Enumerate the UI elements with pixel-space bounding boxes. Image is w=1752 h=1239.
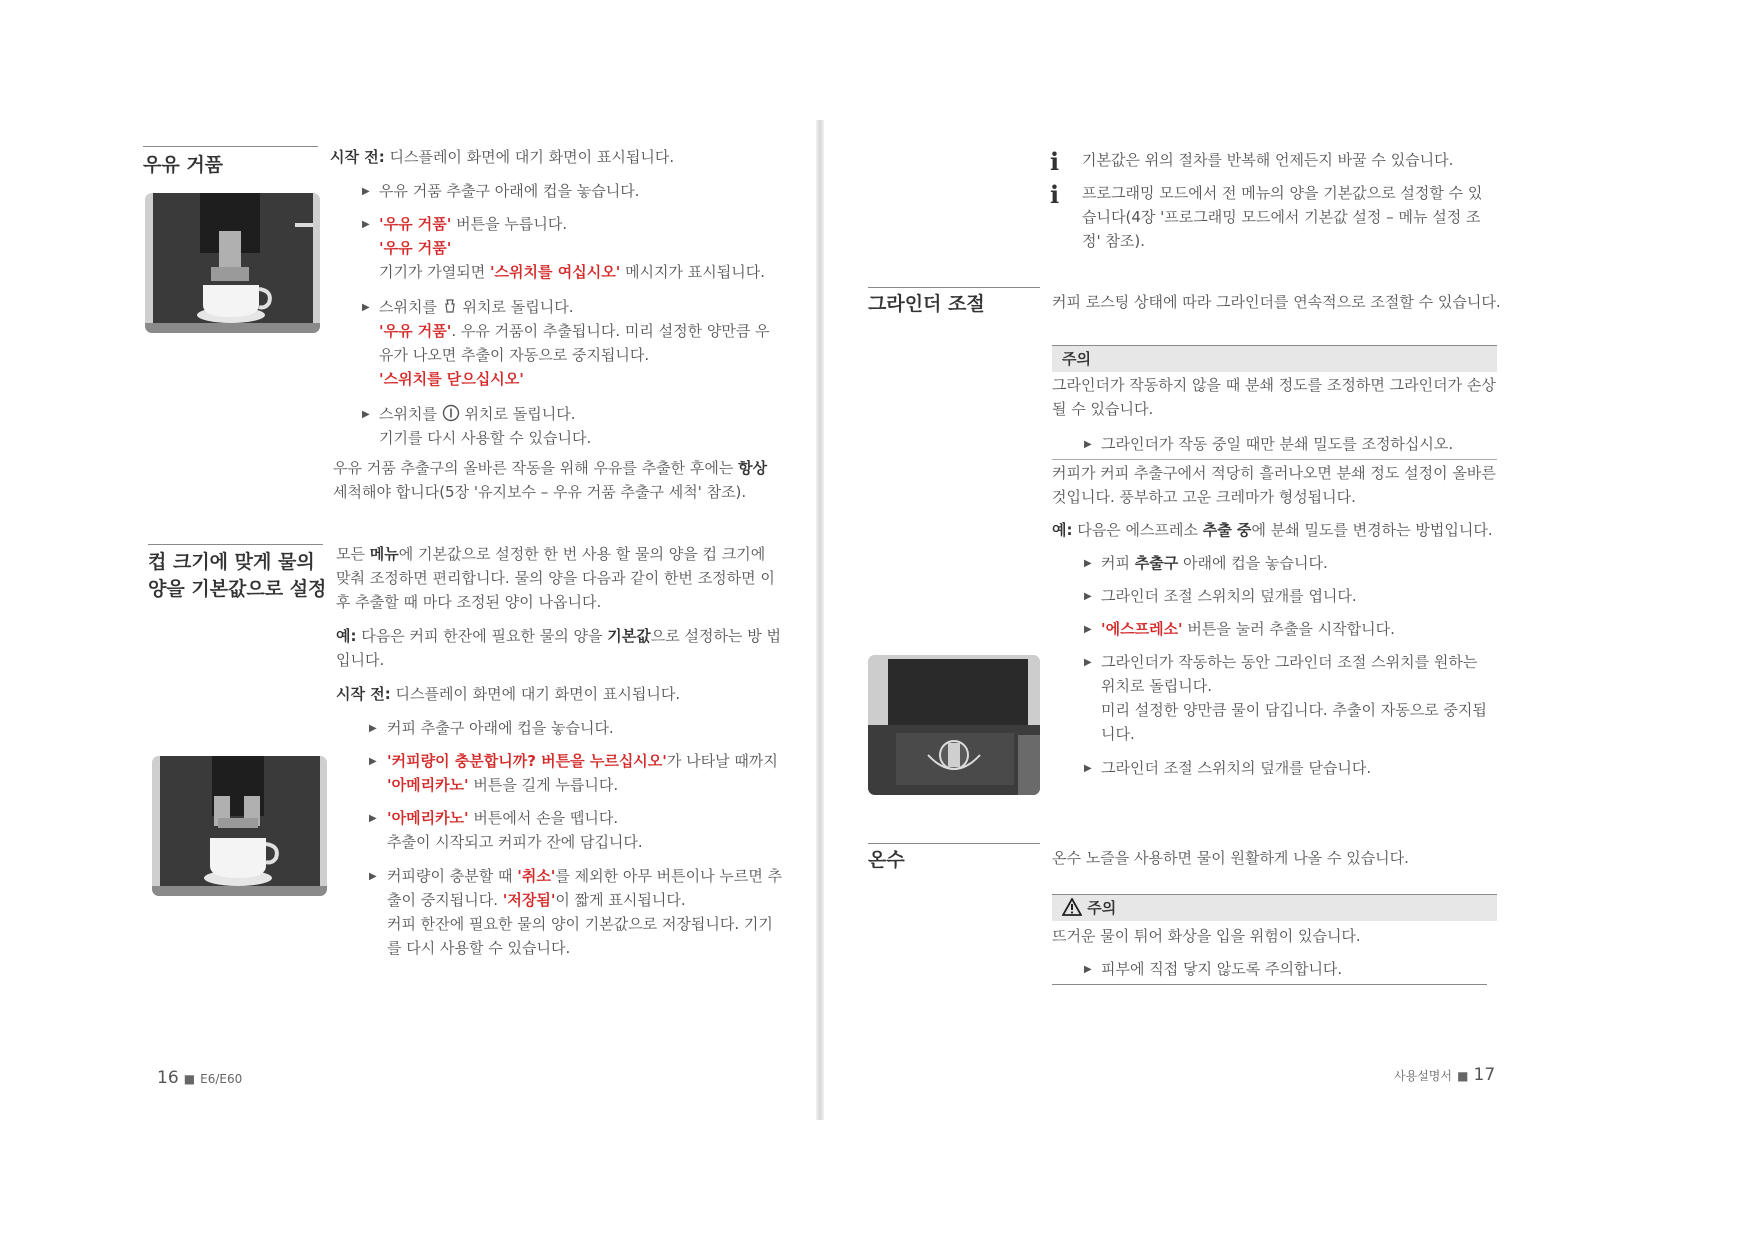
divider [1052, 984, 1487, 985]
caution-text [1052, 373, 1502, 421]
bullet-icon: ▶ [1084, 964, 1092, 975]
example-label: 예: [1052, 521, 1073, 539]
page-number: 16 [157, 1068, 179, 1088]
step-text: 위치로 돌립니다. [1101, 677, 1212, 695]
grinder-step-5: 그라인더 조절 스위치의 덮개를 닫습니다. [1101, 759, 1372, 777]
step-text: 커피 [1101, 554, 1135, 572]
example-text: 다음은 에스프레소 [1072, 521, 1203, 539]
step-text: 스위치를 [379, 298, 442, 316]
before-start-line [330, 145, 790, 169]
bullet-icon: ▶ [1084, 657, 1092, 668]
warning-step: 피부에 직접 닿지 않도록 주의합니다. [1101, 960, 1343, 978]
warning-icon [1062, 898, 1082, 916]
red-label: '아메리카노' [387, 809, 469, 827]
note-bold: 항상 [738, 459, 768, 477]
caution-line: 그라인더가 작동하지 않을 때 분쇄 정도를 조정하면 그라인더가 손상 [1052, 376, 1496, 394]
step-text: 커피량이 충분할 때 [387, 867, 518, 885]
info-icon: i [1050, 147, 1060, 176]
grinder-step-2: 그라인더 조절 스위치의 덮개를 엽니다. [1101, 587, 1357, 605]
bullet-icon: ▶ [369, 813, 377, 824]
step-text: 기기가 가열되면 [379, 263, 490, 281]
info-note-1: 기본값은 위의 절차를 반복해 언제든지 바꿀 수 있습니다. [1082, 151, 1454, 169]
red-label: '우유 거품' [379, 322, 452, 340]
section-rule [868, 287, 1040, 288]
bullet-icon: ▶ [369, 723, 377, 734]
caution-step: 그라인더가 작동 중일 때만 분쇄 밀도를 조정하십시오. [1101, 435, 1454, 453]
step-text: 버튼을 눌러 추출을 시작합니다. [1182, 620, 1395, 638]
caution-line: 될 수 있습니다. [1052, 400, 1154, 418]
section-title-milk-foam: 우유 거품 [143, 154, 224, 176]
bullet-icon: ▶ [362, 186, 370, 197]
example-bold: 추출 중 [1202, 521, 1252, 539]
intro-text: 후 추출할 때 마다 조정된 양이 나옵니다. [336, 593, 602, 611]
note-text: 세척해야 합니다(5장 '유지보수 – 우유 거품 추출구 세척' 참조). [333, 483, 747, 501]
section-title-cup-size [148, 549, 326, 603]
bullet-icon: ▶ [362, 409, 370, 420]
bullet-icon: ▶ [369, 871, 377, 882]
section-rule [148, 544, 323, 545]
before-start-text: 디스플레이 화면에 대기 화면이 표시됩니다. [390, 685, 681, 703]
red-label: '저장됨' [502, 891, 556, 909]
divider [1052, 459, 1497, 460]
milk-step-4 [379, 402, 779, 450]
milk-step-2 [379, 212, 799, 284]
bullet-icon: ▶ [1084, 624, 1092, 635]
step-text: 아래에 컵을 놓습니다. [1178, 554, 1328, 572]
step-text: 출이 중지됩니다. [387, 891, 503, 909]
red-label: '우유 거품' [379, 215, 452, 233]
intro-text: 모든 [336, 545, 370, 563]
intro-text: 에 기본값으로 설정한 한 번 사용 할 물의 양을 컵 크기에 [398, 545, 766, 563]
info-text: 습니다(4장 '프로그래밍 모드에서 기본값 설정 – 메뉴 설정 조 [1082, 208, 1481, 226]
bullet-icon: ▶ [362, 302, 370, 313]
step-text: 스위치를 [379, 405, 442, 423]
bullet-icon: ▶ [1084, 439, 1092, 450]
step-text: 이 짧게 표시됩니다. [555, 891, 686, 909]
milk-step-1: 우유 거품 추출구 아래에 컵을 놓습니다. [379, 182, 640, 200]
grinder-step-4 [1101, 650, 1501, 746]
cup-step-4 [387, 864, 807, 960]
grinder-intro: 커피 로스팅 상태에 따라 그라인더를 연속적으로 조절할 수 있습니다. [1052, 293, 1501, 311]
example-text: 에 분쇄 밀도를 변경하는 방법입니다. [1251, 521, 1493, 539]
warning-header [1052, 894, 1497, 921]
step-text: 위치로 돌립니다. [459, 405, 576, 423]
section-title-hot-water: 온수 [868, 849, 905, 871]
grinder-correct [1052, 461, 1502, 509]
milk-switch-icon [442, 297, 458, 313]
caution-title: 주의 [1062, 350, 1091, 368]
title-line: 컵 크기에 맞게 물의 [148, 551, 315, 573]
milk-step-3 [379, 295, 779, 391]
red-label: '커피량이 충분합니까? 버튼을 누르십시오' [387, 752, 667, 770]
red-label: '취소' [517, 867, 556, 885]
step-text: 메시지가 표시됩니다. [620, 263, 766, 281]
step-text: 미리 설정한 양만큼 물이 담깁니다. 추출이 자동으로 중지됩 [1101, 701, 1487, 719]
cup-step-1: 커피 추출구 아래에 컵을 놓습니다. [387, 719, 614, 737]
title-line: 양을 기본값으로 설정 [148, 578, 327, 600]
step-text: 기기를 다시 사용할 수 있습니다. [379, 429, 592, 447]
model-name: E6/E60 [200, 1072, 243, 1086]
page-fold [816, 120, 824, 1120]
cup-before-start-line [336, 682, 796, 706]
step-text: 버튼을 누릅니다. [451, 215, 568, 233]
step-text: 를 다시 사용할 수 있습니다. [387, 939, 571, 957]
correct-line: 커피가 커피 추출구에서 적당히 흘러나오면 분쇄 정도 설정이 올바른 [1052, 464, 1496, 482]
footer-right [1394, 1065, 1495, 1085]
intro-bold: 메뉴 [369, 545, 399, 563]
red-label: '스위치를 닫으십시오' [379, 370, 524, 388]
before-start-text: 디스플레이 화면에 대기 화면이 표시됩니다. [384, 148, 675, 166]
step-text: 니다. [1101, 725, 1135, 743]
coffee-machine-photo [145, 193, 320, 333]
grinder-switch-photo [868, 655, 1040, 795]
info-note-2 [1082, 181, 1502, 253]
grinder-example [1052, 518, 1502, 542]
red-label: '아메리카노' [387, 776, 469, 794]
grinder-step-1 [1101, 551, 1328, 575]
section-rule [143, 146, 318, 147]
info-icon: i [1050, 180, 1060, 209]
example-label: 예: [336, 627, 357, 645]
step-text: 유가 나오면 추출이 자동으로 중지됩니다. [379, 346, 650, 364]
caution-header [1052, 345, 1497, 372]
section-title-grinder: 그라인더 조절 [868, 293, 985, 315]
bullet-icon: ▶ [369, 756, 377, 767]
example-text: 으로 설정하는 방 법 [650, 627, 781, 645]
note-text: 우유 거품 추출구의 올바른 작동을 위해 우유를 추출한 후에는 [333, 459, 739, 477]
step-text: 위치로 돌립니다. [457, 298, 574, 316]
power-switch-icon [442, 404, 460, 422]
section-rule [868, 843, 1040, 844]
red-label: '우유 거품' [379, 239, 452, 257]
step-text: 버튼을 길게 누릅니다. [468, 776, 619, 794]
example-text: 입니다. [336, 651, 385, 669]
example-bold: 기본값 [607, 627, 651, 645]
bullet-icon: ▶ [1084, 591, 1092, 602]
bullet-icon: ▶ [1084, 763, 1092, 774]
cup-step-2 [387, 749, 807, 797]
coffee-machine-cup-photo [152, 756, 327, 896]
cup-size-intro [336, 542, 806, 614]
footer-left [157, 1068, 242, 1088]
milk-clean-note [333, 456, 803, 504]
manual-label: 사용설명서 [1394, 1069, 1452, 1083]
warning-text: 뜨거운 물이 튀어 화상을 입을 위험이 있습니다. [1052, 927, 1361, 945]
intro-text: 맞춰 조정하면 편리합니다. 물의 양을 다음과 같이 한번 조정하면 이 [336, 569, 775, 587]
step-text: . 우유 거품이 추출됩니다. 미리 설정한 양만큼 우 [451, 322, 770, 340]
step-text: 그라인더가 작동하는 동안 그라인더 조절 스위치를 원하는 [1101, 653, 1478, 671]
bullet-icon: ▶ [362, 219, 370, 230]
warning-title: 주의 [1087, 899, 1117, 917]
step-text: 버튼에서 손을 뗍니다. [468, 809, 619, 827]
correct-line: 것입니다. 풍부하고 고운 크레마가 형성됩니다. [1052, 488, 1356, 506]
footer-separator: ■ [1457, 1069, 1469, 1083]
grinder-step-3 [1101, 617, 1395, 641]
cup-step-3 [387, 806, 807, 854]
step-text: 가 나타날 때까지 [666, 752, 778, 770]
before-start-label: 시작 전: [330, 148, 385, 166]
cup-size-example [336, 624, 806, 672]
page-number: 17 [1473, 1065, 1496, 1085]
step-bold: 추출구 [1134, 554, 1179, 572]
footer-separator: ■ [183, 1072, 196, 1086]
red-label: '에스프레소' [1101, 620, 1183, 638]
step-text: 커피 한잔에 필요한 물의 양이 기본값으로 저장됩니다. 기기 [387, 915, 773, 933]
red-label: '스위치를 여십시오' [489, 263, 621, 281]
info-text: 정' 참조). [1082, 232, 1145, 250]
example-text: 다음은 커피 한잔에 필요한 물의 양을 [356, 627, 608, 645]
bullet-icon: ▶ [1084, 558, 1092, 569]
step-text: 추출이 시작되고 커피가 잔에 담깁니다. [387, 833, 643, 851]
before-start-label: 시작 전: [336, 685, 391, 703]
hot-water-intro: 온수 노즐을 사용하면 물이 원활하게 나올 수 있습니다. [1052, 849, 1409, 867]
step-text: 를 제외한 아무 버튼이나 누르면 추 [555, 867, 783, 885]
info-text: 프로그래밍 모드에서 전 메뉴의 양을 기본값으로 설정할 수 있 [1082, 184, 1483, 202]
